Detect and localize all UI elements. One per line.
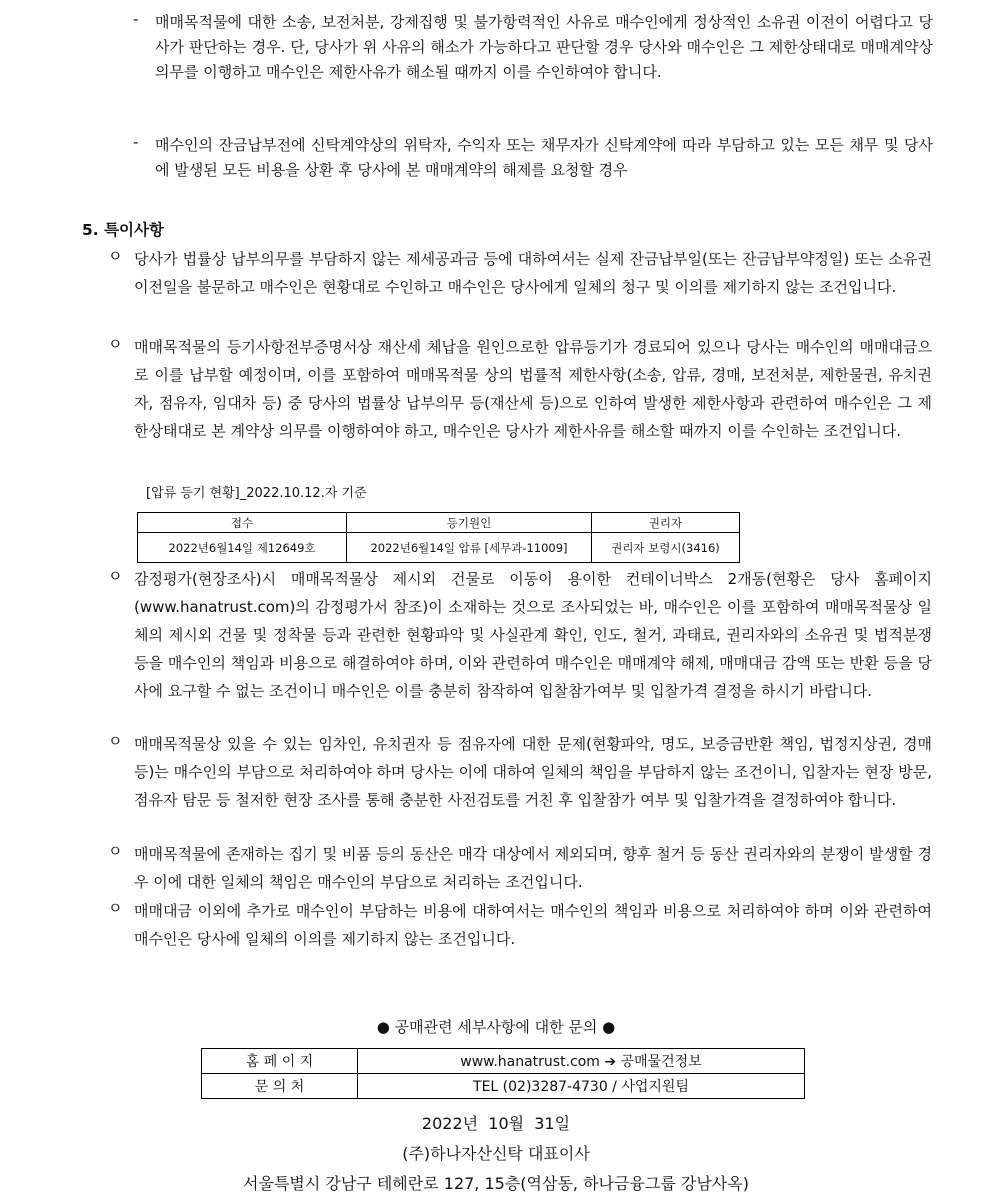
seizure-registration-table bbox=[137, 512, 740, 563]
bullet-marker: ㅇ bbox=[108, 842, 123, 860]
condition-item-2 bbox=[133, 133, 933, 183]
document-date: 2022년 10월 31일 bbox=[421, 1114, 571, 1133]
table-header-row bbox=[138, 513, 740, 533]
special-note-item bbox=[108, 565, 932, 705]
table-header-cell: 접수 bbox=[138, 513, 347, 533]
special-note-item bbox=[108, 245, 932, 301]
special-note-item bbox=[108, 897, 932, 953]
section-title: 5. 특이사항 bbox=[82, 221, 164, 239]
bullet-marker: ㅇ bbox=[108, 567, 123, 585]
table-row bbox=[138, 533, 740, 563]
special-note-text: 매매대금 이외에 추가로 매수인이 부담하는 비용에 대하여서는 매수인의 책임과 비용으로 처리하여야 하며 이와 관련하여 매수인은 당사에 일체의 이의를 제기하지 않는 조건입니다. bbox=[134, 902, 932, 948]
table-row bbox=[202, 1074, 805, 1099]
special-note-text: 매매목적물에 존재하는 집기 및 비품 등의 동산은 매각 대상에서 제외되며, 향후 철거 등 동산 권리자와의 분쟁이 발생할 경우 이에 대한 일체의 책임은 매수인의 부담으로 처리하는 조건입니다. bbox=[134, 845, 932, 891]
special-note-text: 감정평가(현장조사)시 매매목적물상 제시외 건물로 이동이 용이한 컨테이너박스 2개동(현황은 당사 홈페이지(www.hanatrust.com)의 감정평가서 참조)이 소재하는 것으로 조사되었는 바, 매수인은 이를 포함하여 매매목적물상 일체의 제시외 건물 및 정착물 등과 관련한 현황파악 및 사실관계 확인, 인도, 철거, 과태료, 권리자와의 소유권 및 법적분쟁 등을 매수인의 책임과 비용으로 해결하여야 하며, 이와 관련하여 매수인은 매매계약 해제, 매매대금 감액 또는 반환 등을 당사에 요구할 수 없는 조건이니 매수인은 이를 충분히 참작하여 입찰참가여부 및 입찰가격 결정을 하시기 바랍니다. bbox=[134, 570, 932, 700]
table-header-cell: 등기원인 bbox=[347, 513, 592, 533]
table-header-cell: 권리자 bbox=[592, 513, 740, 533]
inquiry-table bbox=[201, 1048, 805, 1099]
special-note-text: 매매목적물상 있을 수 있는 임차인, 유치권자 등 점유자에 대한 문제(현황파악, 명도, 보증금반환 책임, 법정지상권, 경매 등)는 매수인의 부담으로 처리하여야 하며 당사는 이에 대하여 일체의 책임을 부담하지 않는 조건이니, 입찰자는 현장 방문, 점유자 탐문 등 철저한 현장 조사를 통해 충분한 사전검토를 거친 후 입찰참가 여부 및 입찰가격을 결정하여야 합니다. bbox=[134, 735, 932, 809]
special-note-item bbox=[108, 333, 932, 445]
dash-marker: - bbox=[133, 133, 139, 151]
table-cell: 2022년6월14일 제12649호 bbox=[138, 533, 347, 563]
inquiry-label: 문 의 처 bbox=[202, 1074, 358, 1099]
bullet-marker: ㅇ bbox=[108, 247, 123, 265]
condition-item-1 bbox=[133, 10, 933, 85]
condition-text: 매매목적물에 대한 소송, 보전처분, 강제집행 및 불가항력적인 사유로 매수인에게 정상적인 소유권 이전이 어렵다고 당사가 판단하는 경우. 단, 당사가 위 사유의 해소가 가능하다고 판단할 경우 당사와 매수인은 그 제한상태대로 매매계약상 의무를 이행하고 매수인은 제한사유가 해소될 때까지 이를 수인하여야 합니다. bbox=[155, 13, 933, 81]
company-signature: (주)하나자산신탁 대표이사 bbox=[402, 1144, 590, 1163]
special-note-text: 당사가 법률상 납부의무를 부담하지 않는 제세공과금 등에 대하여서는 실제 잔금납부일(또는 잔금납부약정일) 또는 소유권이전일을 불문하고 매수인은 현황대로 수인하고 매수인은 당사에게 일체의 청구 및 이의를 제기하지 않는 조건입니다. bbox=[134, 250, 932, 296]
special-note-item bbox=[108, 730, 932, 814]
bullet-marker: ㅇ bbox=[108, 899, 123, 917]
inquiry-label: 홈 페 이 지 bbox=[202, 1049, 358, 1074]
table-cell: 2022년6월14일 압류 [세무과-11009] bbox=[347, 533, 592, 563]
special-note-text: 매매목적물의 등기사항전부증명서상 재산세 체납을 원인으로한 압류등기가 경료되어 있으나 당사는 매수인의 매매대금으로 이를 납부할 예정이며, 이를 포함하여 매매목적물 상의 법률적 제한사항(소송, 압류, 경매, 보전처분, 제한물권, 유치권자, 점유자, 임대차 등) 중 당사의 법률상 납부의무 등(재산세 등)으로 인하여 발생한 제한사항과 관련하여 매수인은 그 제한상태대로 본 계약상 의무를 이행하여야 하고, 매수인은 당사가 제한사유를 해소할 때까지 이를 수인하는 조건입니다. bbox=[134, 338, 932, 440]
inquiry-title: ● 공매관련 세부사항에 대한 문의 ● bbox=[376, 1018, 616, 1036]
bullet-marker: ㅇ bbox=[108, 335, 123, 353]
condition-text: 매수인의 잔금납부전에 신탁계약상의 위탁자, 수익자 또는 채무자가 신탁계약에 따라 부담하고 있는 모든 채무 및 당사에 발생된 모든 비용을 상환 후 당사에 본 매매계약의 해제를 요청할 경우 bbox=[155, 136, 933, 179]
table-row bbox=[202, 1049, 805, 1074]
dash-marker: - bbox=[133, 10, 139, 28]
company-address: 서울특별시 강남구 테헤란로 127, 15층(역삼동, 하나금융그룹 강남사옥) bbox=[243, 1174, 749, 1193]
special-note-item bbox=[108, 840, 932, 896]
seizure-table-caption: [압류 등기 현황]_2022.10.12.자 기준 bbox=[146, 486, 367, 501]
contact-info: TEL (02)3287-4730 / 사업지원팀 bbox=[358, 1074, 805, 1099]
homepage-link[interactable]: www.hanatrust.com ➔ 공매물건정보 bbox=[358, 1049, 805, 1074]
bullet-marker: ㅇ bbox=[108, 732, 123, 750]
table-cell: 권리자 보령시(3416) bbox=[592, 533, 740, 563]
